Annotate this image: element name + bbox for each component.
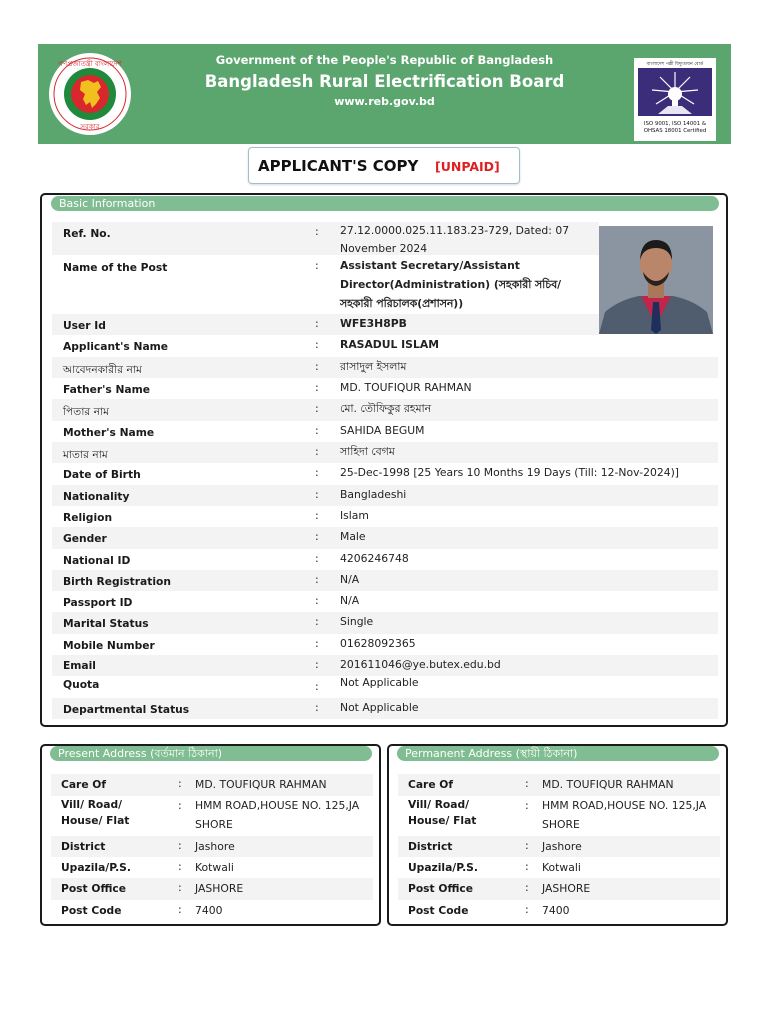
colon: : xyxy=(315,259,319,272)
row-passport-id xyxy=(52,591,718,612)
colon: : xyxy=(525,903,529,916)
value-post-name xyxy=(340,256,561,313)
present-row-upazila xyxy=(51,857,373,878)
colon: : xyxy=(178,903,182,916)
colon: : xyxy=(525,839,529,852)
header-banner xyxy=(38,44,731,144)
label-post-office: Post Office xyxy=(408,882,473,895)
basic-information-panel xyxy=(40,193,728,727)
value-applicant-name: RASADUL ISLAM xyxy=(340,338,439,351)
value-user-id: WFE3H8PB xyxy=(340,317,407,330)
value-mother-name: SAHIDA BEGUM xyxy=(340,424,425,437)
row-user-id xyxy=(52,314,599,335)
row-father-name-bn xyxy=(52,399,718,421)
colon: : xyxy=(315,360,319,373)
label-user-id: User Id xyxy=(63,319,106,332)
iso-text xyxy=(634,121,716,135)
present-row-district xyxy=(51,836,373,857)
permanent-row-upazila xyxy=(398,857,720,878)
row-email xyxy=(52,655,718,676)
value-upazila: Kotwali xyxy=(195,861,234,874)
colon: : xyxy=(315,573,319,586)
label-quota: Quota xyxy=(63,678,100,691)
permanent-row-post-code xyxy=(398,900,720,921)
colon: : xyxy=(315,552,319,565)
colon: : xyxy=(178,860,182,873)
copy-title: APPLICANT'S COPY xyxy=(258,157,419,175)
row-mobile-number xyxy=(52,634,718,655)
row-marital-status xyxy=(52,612,718,634)
permanent-row-district xyxy=(398,836,720,857)
label-upazila: Upazila/P.S. xyxy=(408,861,478,874)
present-row-post-code xyxy=(51,900,373,921)
colon: : xyxy=(315,338,319,351)
colon: : xyxy=(525,860,529,873)
row-nationality xyxy=(52,485,718,506)
colon: : xyxy=(315,680,319,693)
value-village-road-line-1: HMM ROAD,HOUSE NO. 125,JA xyxy=(195,799,360,812)
label-gender: Gender xyxy=(63,532,107,545)
label-departmental-status: Departmental Status xyxy=(63,703,190,716)
value-nationality: Bangladeshi xyxy=(340,488,407,501)
row-gender xyxy=(52,527,718,549)
label-village-road-line-1: Vill/ Road/ xyxy=(61,798,123,811)
reb-name-bangla: বাংলাদেশ পল্লী বিদ্যুতায়ন বোর্ড xyxy=(646,62,704,67)
row-applicant-name xyxy=(52,335,718,357)
label-national-id: National ID xyxy=(63,554,131,567)
payment-status-badge: [UNPAID] xyxy=(435,159,500,174)
label-father-name: Father's Name xyxy=(63,383,151,396)
present-row-village-road xyxy=(51,796,373,836)
website-url: www.reb.gov.bd xyxy=(334,95,435,108)
colon: : xyxy=(315,594,319,607)
value-village-road-line-1: HMM ROAD,HOUSE NO. 125,JA xyxy=(542,799,707,812)
iso-certification-badge xyxy=(634,58,716,141)
colon: : xyxy=(315,225,319,238)
value-email: 201611046@ye.butex.edu.bd xyxy=(340,658,501,671)
colon: : xyxy=(315,466,319,479)
colon: : xyxy=(525,799,529,812)
value-post-code: 7400 xyxy=(195,904,223,917)
colon: : xyxy=(178,799,182,812)
colon: : xyxy=(315,658,319,671)
label-village-road-line-2: House/ Flat xyxy=(408,814,477,827)
section-title-basic: Basic Information xyxy=(51,196,719,211)
row-departmental-status xyxy=(52,698,718,719)
value-post-office: JASHORE xyxy=(542,882,591,895)
value-ref-no-line-1: 27.12.0000.025.11.183.23-729, Dated: 07 xyxy=(340,224,570,237)
label-village-road xyxy=(61,797,129,829)
label-marital-status: Marital Status xyxy=(63,617,149,630)
value-religion: Islam xyxy=(340,509,369,522)
label-birth-registration: Birth Registration xyxy=(63,575,171,588)
label-mother-name-bn: মাতার নাম xyxy=(63,448,108,461)
row-applicant-name-bn xyxy=(52,357,718,378)
row-birth-registration xyxy=(52,570,718,591)
value-post-office: JASHORE xyxy=(195,882,244,895)
label-village-road-line-2: House/ Flat xyxy=(61,814,130,827)
value-mobile-number: 01628092365 xyxy=(340,637,416,650)
label-applicant-name: Applicant's Name xyxy=(63,340,169,353)
value-father-name-bn: মো. তৌফিকুর রহমান xyxy=(340,402,432,415)
value-ref-no xyxy=(340,222,569,258)
value-village-road xyxy=(195,796,371,834)
colon: : xyxy=(525,777,529,790)
label-district: District xyxy=(61,840,106,853)
value-marital-status: Single xyxy=(340,615,374,628)
label-post-code: Post Code xyxy=(61,904,122,917)
label-date-of-birth: Date of Birth xyxy=(63,468,141,481)
colon: : xyxy=(315,615,319,628)
value-care-of: MD. TOUFIQUR RAHMAN xyxy=(542,778,674,791)
label-mobile-number: Mobile Number xyxy=(63,639,155,652)
value-care-of: MD. TOUFIQUR RAHMAN xyxy=(195,778,327,791)
section-title-present-address: Present Address (বর্তমান ঠিকানা) xyxy=(50,746,372,761)
label-care-of: Care Of xyxy=(61,778,107,791)
row-national-id xyxy=(52,549,718,570)
reb-logo-icon xyxy=(638,68,712,116)
value-upazila: Kotwali xyxy=(542,861,581,874)
value-national-id: 4206246748 xyxy=(340,552,409,565)
applicant-photo xyxy=(599,226,713,334)
value-ref-no-line-2: November 2024 xyxy=(340,242,428,255)
value-applicant-name-bn: রাসাদুল ইসলাম xyxy=(340,360,407,373)
value-village-road-line-2: SHORE xyxy=(542,818,580,831)
label-email: Email xyxy=(63,659,96,672)
value-post-line-1: Assistant Secretary/Assistant xyxy=(340,259,520,272)
value-post-line-3: সহকারী পরিচালক(প্রশাসন)) xyxy=(340,297,464,310)
row-ref-no xyxy=(52,222,599,255)
value-father-name: MD. TOUFIQUR RAHMAN xyxy=(340,381,472,394)
colon: : xyxy=(315,701,319,714)
value-post-line-2: Director(Administration) (সহকারী সচিব/ xyxy=(340,278,562,291)
value-village-road-line-2: SHORE xyxy=(195,818,233,831)
iso-line-2: OHSAS 18001 Certified xyxy=(643,128,707,134)
colon: : xyxy=(178,881,182,894)
colon: : xyxy=(315,402,319,415)
value-departmental-status: Not Applicable xyxy=(340,701,419,714)
iso-line-1: ISO 9001, ISO 14001 & xyxy=(643,121,707,127)
label-care-of: Care Of xyxy=(408,778,454,791)
label-post-office: Post Office xyxy=(61,882,126,895)
row-mother-name-bn xyxy=(52,442,718,463)
colon: : xyxy=(315,637,319,650)
present-row-post-office xyxy=(51,878,373,900)
row-quota xyxy=(52,676,718,698)
row-post-name xyxy=(52,255,599,314)
label-ref-no: Ref. No. xyxy=(63,227,111,240)
row-religion xyxy=(52,506,718,527)
section-title-permanent-address: Permanent Address (স্থায়ী ঠিকানা) xyxy=(397,746,719,761)
svg-text:সরকার: সরকার xyxy=(80,123,100,131)
colon: : xyxy=(525,881,529,894)
value-date-of-birth: 25-Dec-1998 [25 Years 10 Months 19 Days (Till: 12-Nov-2024)] xyxy=(340,466,680,479)
present-address-panel xyxy=(40,744,381,926)
value-birth-registration: N/A xyxy=(340,573,360,586)
svg-text:গণপ্রজাতন্ত্রী বাংলাদেশ: গণপ্রজাতন্ত্রী বাংলাদেশ xyxy=(58,60,122,68)
value-district: Jashore xyxy=(195,840,235,853)
value-quota: Not Applicable xyxy=(340,676,419,689)
label-father-name-bn: পিতার নাম xyxy=(63,405,110,418)
permanent-row-care-of xyxy=(398,774,720,796)
value-post-code: 7400 xyxy=(542,904,570,917)
row-father-name xyxy=(52,378,718,399)
label-passport-id: Passport ID xyxy=(63,596,133,609)
label-district: District xyxy=(408,840,453,853)
row-mother-name xyxy=(52,421,718,442)
label-post-name: Name of the Post xyxy=(63,261,168,274)
value-district: Jashore xyxy=(542,840,582,853)
board-title: Bangladesh Rural Electrification Board xyxy=(204,72,565,91)
permanent-address-panel xyxy=(387,744,728,926)
label-post-code: Post Code xyxy=(408,904,469,917)
label-religion: Religion xyxy=(63,511,113,524)
government-title: Government of the People's Republic of Bangladesh xyxy=(215,53,554,67)
label-mother-name: Mother's Name xyxy=(63,426,155,439)
colon: : xyxy=(178,839,182,852)
present-row-care-of xyxy=(51,774,373,796)
permanent-row-post-office xyxy=(398,878,720,900)
permanent-row-village-road xyxy=(398,796,720,836)
label-nationality: Nationality xyxy=(63,490,130,503)
colon: : xyxy=(315,509,319,522)
label-village-road-line-1: Vill/ Road/ xyxy=(408,798,470,811)
colon: : xyxy=(315,530,319,543)
value-gender: Male xyxy=(340,530,366,543)
colon: : xyxy=(178,777,182,790)
applicant-copy-banner xyxy=(248,147,520,184)
label-village-road xyxy=(408,797,476,829)
colon: : xyxy=(315,317,319,330)
colon: : xyxy=(315,381,319,394)
value-mother-name-bn: সাহিদা বেগম xyxy=(340,445,395,458)
colon: : xyxy=(315,424,319,437)
row-date-of-birth xyxy=(52,463,718,485)
value-passport-id: N/A xyxy=(340,594,360,607)
label-upazila: Upazila/P.S. xyxy=(61,861,131,874)
label-applicant-name-bn: আবেদনকারীর নাম xyxy=(63,363,142,376)
colon: : xyxy=(315,488,319,501)
value-village-road xyxy=(542,796,718,834)
colon: : xyxy=(315,445,319,458)
